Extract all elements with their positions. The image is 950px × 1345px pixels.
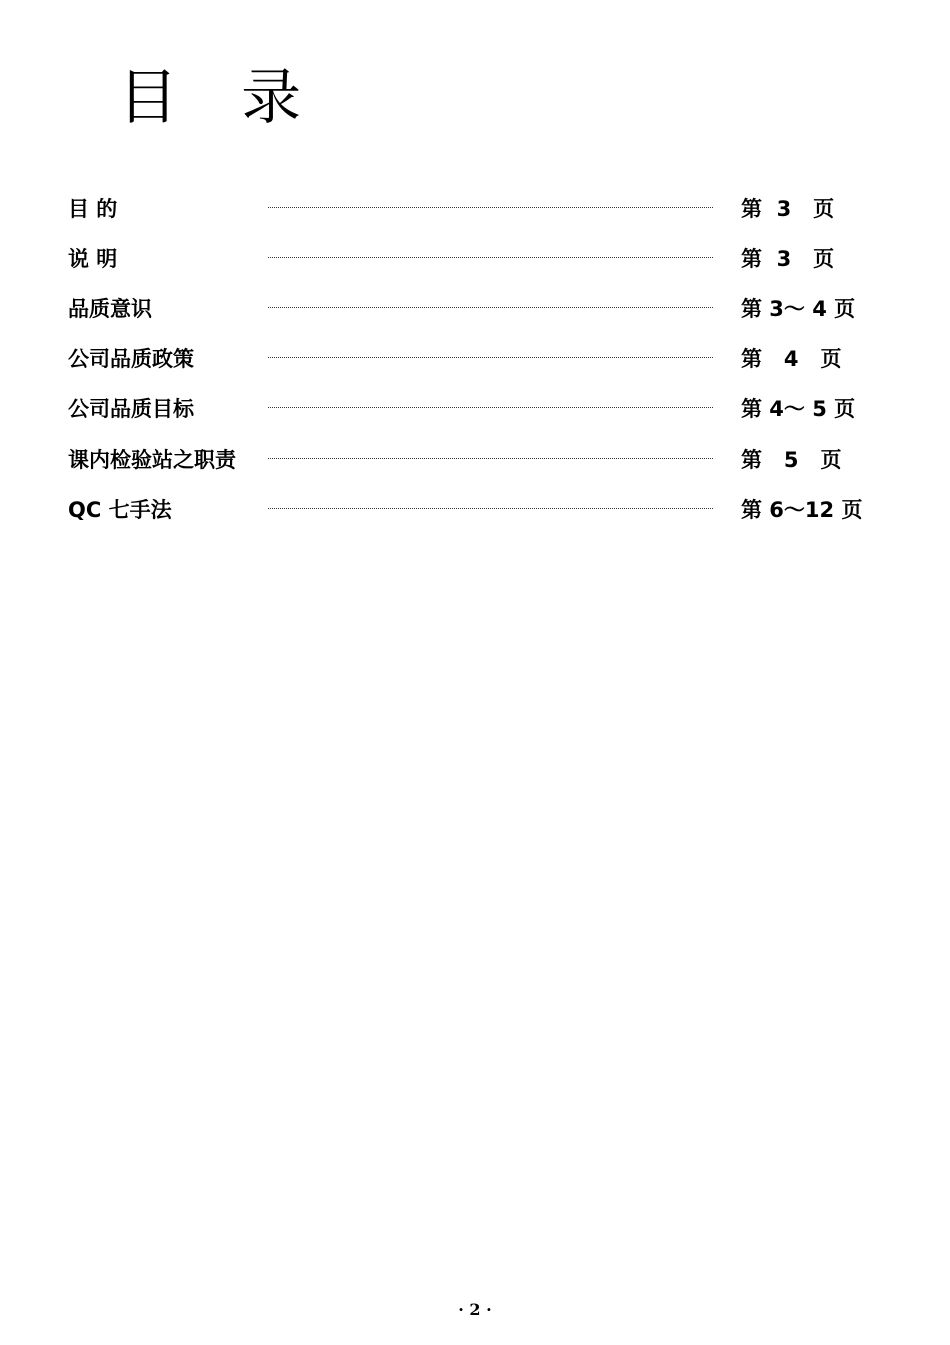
toc-entry-page: 第 4 页 (741, 347, 842, 371)
toc-entry (0, 493, 950, 527)
toc-entry-label: 目 的 (68, 197, 118, 221)
toc-entry-page: 第 3～ 4 页 (741, 297, 856, 321)
toc-entry-page: 第 6～12 页 (741, 498, 863, 522)
dotted-leader (268, 257, 713, 258)
toc-entry-label: QC 七手法 (68, 498, 172, 522)
toc-entry (0, 292, 950, 326)
toc-entry-label: 品质意识 (68, 297, 152, 321)
dotted-leader (268, 307, 713, 308)
page-number: · 2 · (458, 1300, 492, 1319)
toc-entry (0, 192, 950, 226)
toc-entry-label: 公司品质政策 (68, 347, 194, 371)
toc-entry-label: 公司品质目标 (68, 397, 194, 421)
toc-entry-label: 课内检验站之职责 (68, 448, 236, 472)
dotted-leader (268, 458, 713, 459)
toc-entry (0, 242, 950, 276)
toc-entry (0, 392, 950, 426)
toc-entry-page: 第 3 页 (741, 197, 835, 221)
toc-entry (0, 342, 950, 376)
toc-entry-page: 第 5 页 (741, 448, 842, 472)
toc-entry-label: 说 明 (68, 247, 118, 271)
toc-entry (0, 443, 950, 477)
dotted-leader (268, 508, 713, 509)
dotted-leader (268, 207, 713, 208)
toc-entry-page: 第 4～ 5 页 (741, 397, 856, 421)
page-title: 目 录 (118, 63, 324, 133)
toc-entry-page: 第 3 页 (741, 247, 835, 271)
dotted-leader (268, 407, 713, 408)
dotted-leader (268, 357, 713, 358)
